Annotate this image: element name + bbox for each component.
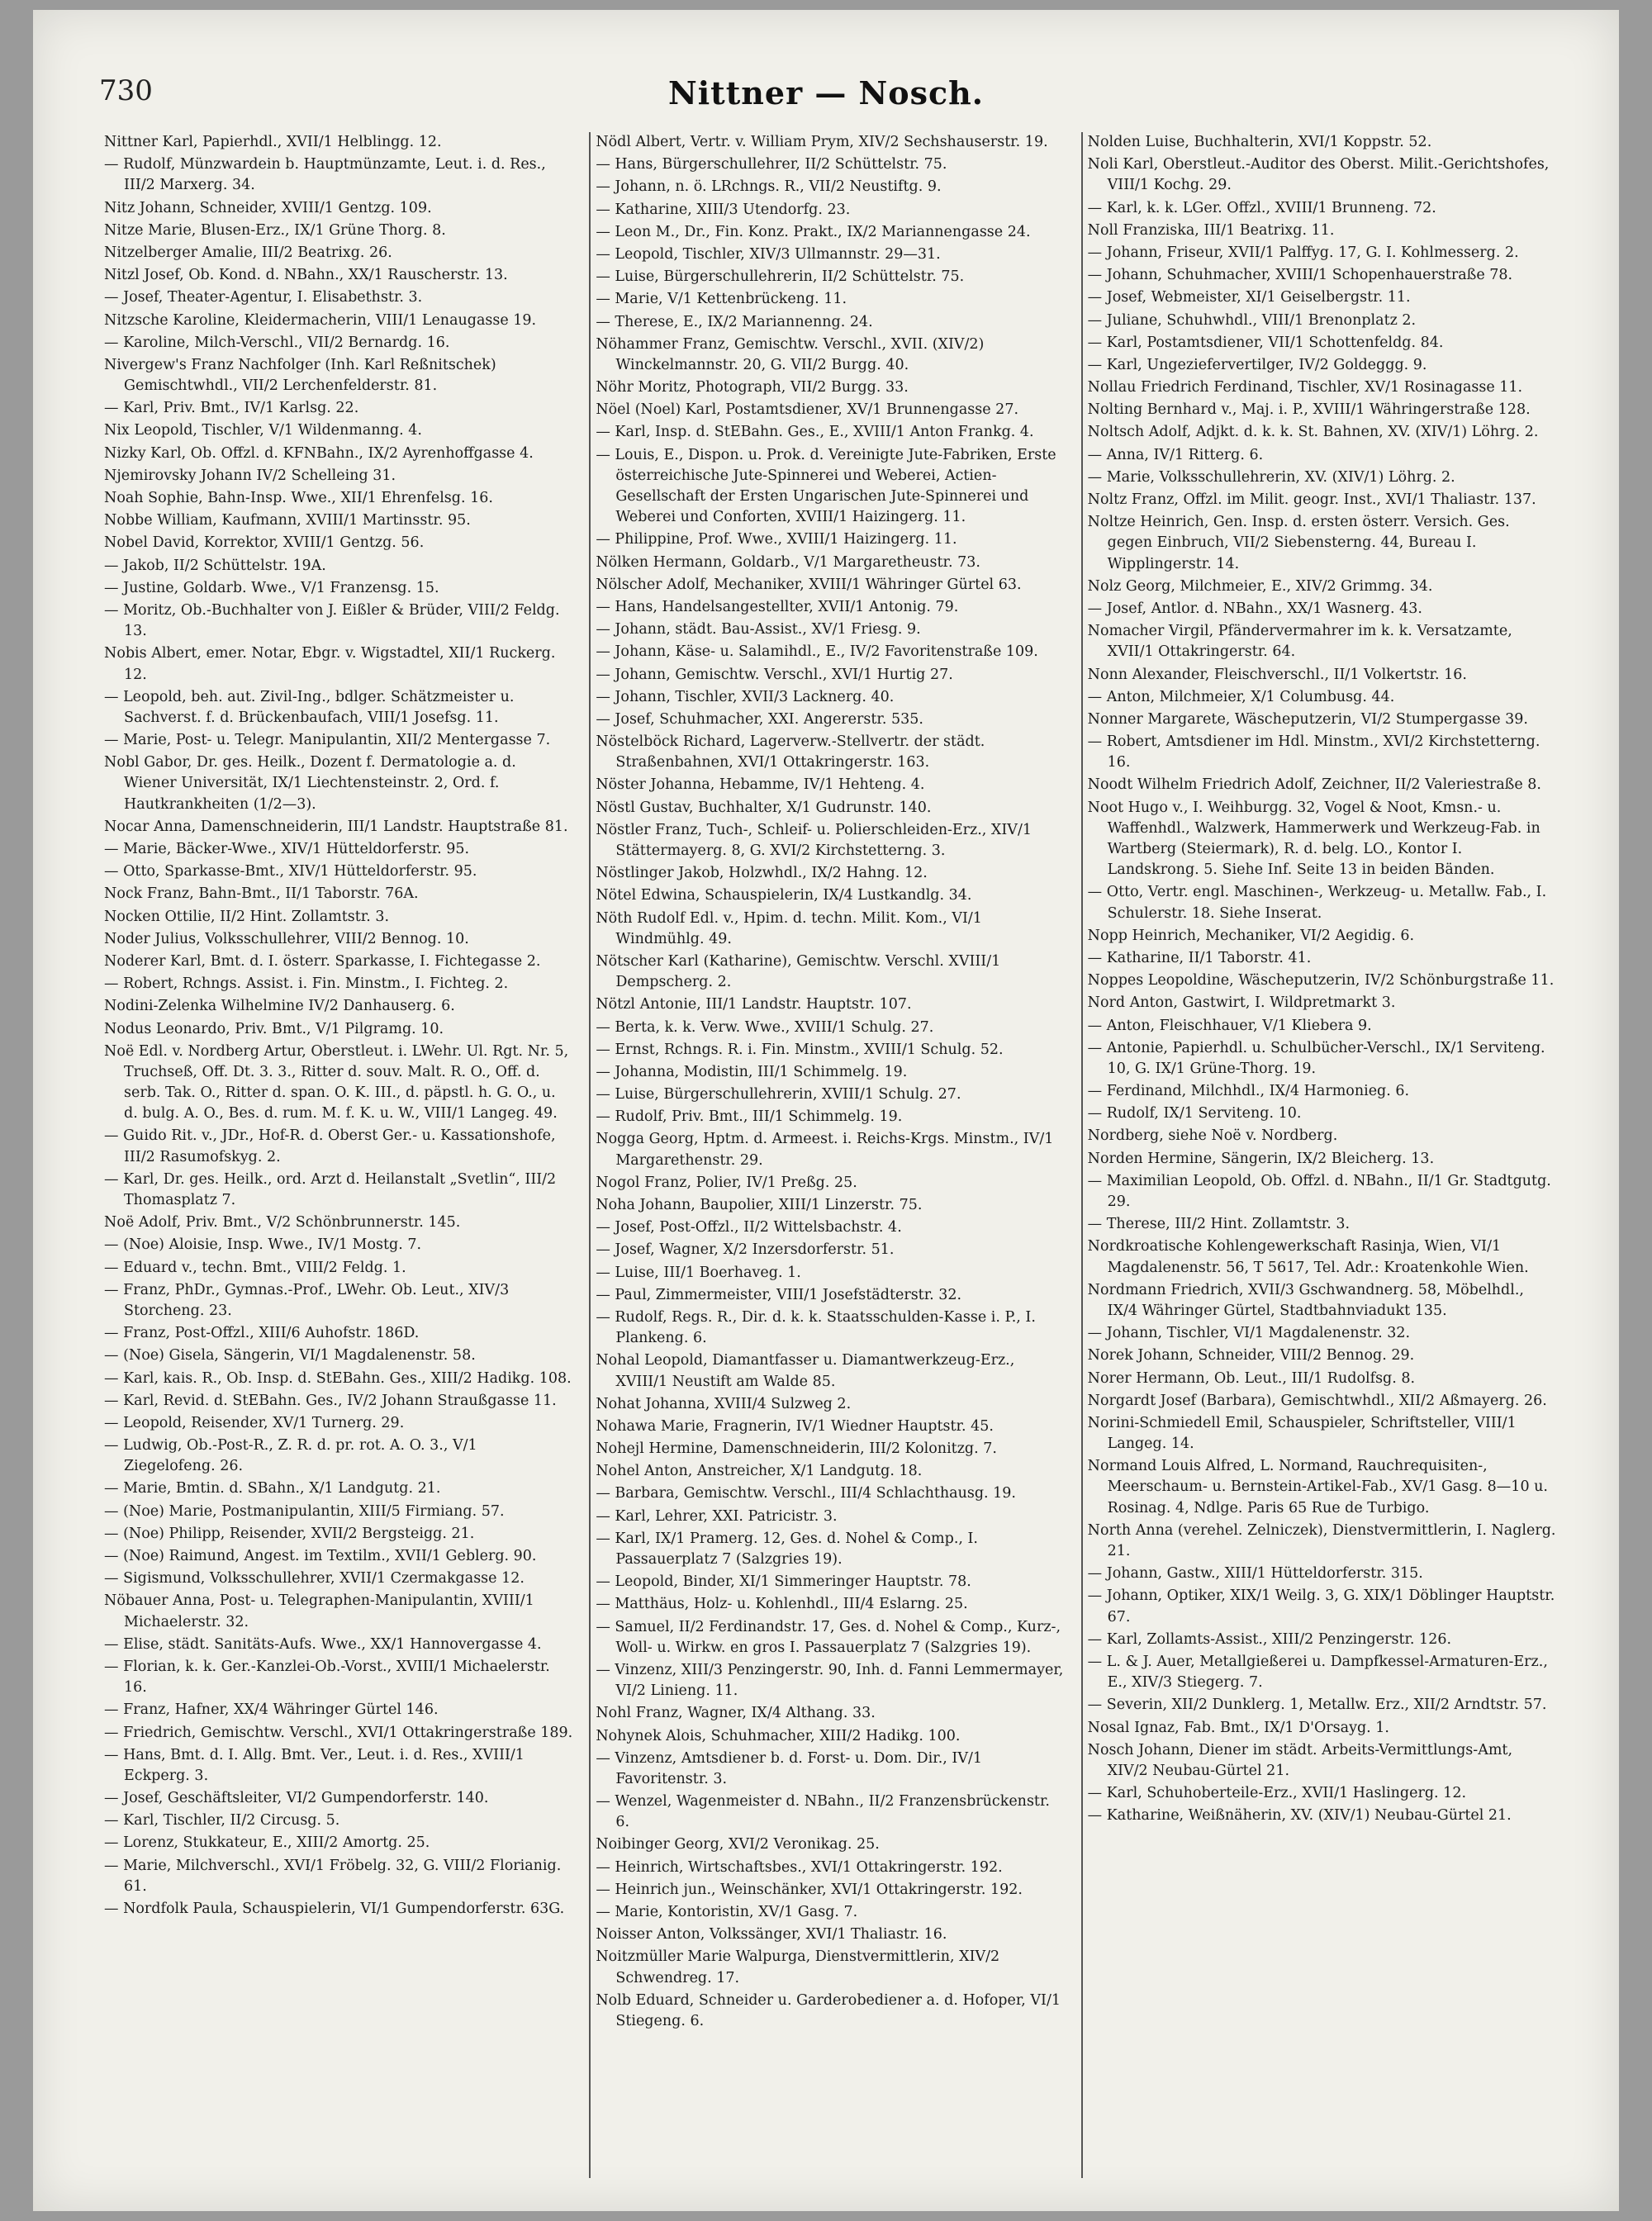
directory-entry: — Ludwig, Ob.-Post-R., Z. R. d. pr. rot. A. O. 3., V/1 Ziegelofeng. 26.	[104, 1437, 477, 1475]
page-header	[33, 74, 1619, 124]
directory-entry: — Robert, Rchngs. Assist. i. Fin. Minstm., I. Fichteg. 2.	[104, 975, 509, 993]
directory-entry: — Josef, Post-Offzl., II/2 Wittelsbachstr. 4.	[596, 1219, 902, 1236]
directory-entry: Noibinger Georg, XVI/2 Veronikag. 25.	[596, 1836, 880, 1853]
directory-entry: — Josef, Antlor. d. NBahn., XX/1 Wasnerg. 43.	[1087, 600, 1422, 617]
directory-entry: Nollau Friedrich Ferdinand, Tischler, XV/1 Rosinagasse 11.	[1087, 379, 1523, 396]
directory-entry: Nöhammer Franz, Gemischtw. Verschl., XVII. (XIV/2) Winckelmannstr. 20, G. VII/2 Burgg. 40.	[596, 335, 985, 373]
directory-entry: Nogol Franz, Polier, IV/1 Preßg. 25.	[596, 1174, 857, 1191]
directory-entry: — Berta, k. k. Verw. Wwe., XVIII/1 Schulg. 27.	[596, 1018, 934, 1036]
directory-entry: — Katharine, Weißnäherin, XV. (XIV/1) Neubau-Gürtel 21.	[1087, 1807, 1512, 1825]
directory-entry: Noppes Leopoldine, Wäscheputzerin, IV/2 Schönburgstraße 11.	[1087, 972, 1555, 989]
directory-entry: — Karl, Revid. d. StEBahn. Ges., IV/2 Johann Straußgasse 11.	[104, 1392, 557, 1409]
directory-entry: — Hans, Bürgerschullehrer, II/2 Schüttelstr. 75.	[596, 156, 947, 173]
directory-entry: Nöstler Franz, Tuch-, Schleif- u. Polierschleiden-Erz., XIV/1 Stättermayerg. 8, G. XVI/2 Kirchstetterng. 3.	[596, 821, 1032, 859]
directory-entry: Nohejl Hermine, Damenschneiderin, III/2 Kolonitzg. 7.	[596, 1440, 997, 1458]
directory-entry: Nitzelberger Amalie, III/2 Beatrixg. 26.	[104, 244, 392, 261]
directory-entry: Nosal Ignaz, Fab. Bmt., IX/1 D'Orsayg. 1.	[1087, 1719, 1389, 1736]
directory-entry: — Johann, Optiker, XIX/1 Weilg. 3, G. XIX/1 Döblinger Hauptstr. 67.	[1087, 1587, 1555, 1625]
directory-entry: Noisser Anton, Volkssänger, XVI/1 Thaliastr. 16.	[596, 1926, 947, 1943]
directory-entry: — Eduard v., techn. Bmt., VIII/2 Feldg. 1.	[104, 1259, 406, 1276]
directory-entry: — Ferdinand, Milchhdl., IX/4 Harmonieg. 6.	[1087, 1083, 1410, 1100]
directory-entry: — Matthäus, Holz- u. Kohlenhdl., III/4 Eslarng. 25.	[596, 1596, 968, 1613]
directory-entry: Nogga Georg, Hptm. d. Armeest. i. Reichs-Krgs. Minstm., IV/1 Margarethenstr. 29.	[596, 1131, 1054, 1169]
directory-entry: — Rudolf, IX/1 Serviteng. 10.	[1087, 1105, 1302, 1122]
directory-entry: — (Noe) Aloisie, Insp. Wwe., IV/1 Mostg. 7.	[104, 1236, 422, 1254]
directory-entry: — Samuel, II/2 Ferdinandstr. 17, Ges. d. Nohel & Comp., Kurz-, Woll- u. Wirkw. en gros I. Passauerplatz 7 (Salzgries 19).	[596, 1618, 1061, 1656]
directory-entry: — Leopold, Binder, XI/1 Simmeringer Hauptstr. 78.	[596, 1573, 971, 1591]
directory-entry: — Josef, Theater-Agentur, I. Elisabethstr. 3.	[104, 289, 423, 306]
directory-entry: — Josef, Schuhmacher, XXI. Angererstr. 535.	[596, 710, 923, 728]
directory-entry: — Nordfolk Paula, Schauspielerin, VI/1 Gumpendorferstr. 63G.	[104, 1901, 565, 1917]
directory-entry: — Maximilian Leopold, Ob. Offzl. d. NBahn., II/1 Gr. Stadtgutg. 29.	[1087, 1172, 1551, 1210]
directory-entry: Nodini-Zelenka Wilhelmine IV/2 Danhauserg. 6.	[104, 998, 455, 1015]
directory-entry: — Severin, XII/2 Dunklerg. 1, Metallw. Erz., XII/2 Arndtstr. 57.	[1087, 1697, 1547, 1714]
directory-entry: Nötel Edwina, Schauspielerin, IX/4 Lustkandlg. 34.	[596, 887, 972, 904]
directory-entry: Nizky Karl, Ob. Offzl. d. KFNBahn., IX/2 Ayrenhoffgasse 4.	[104, 444, 534, 462]
directory-entry: — Karl, Lehrer, XXI. Patricistr. 3.	[596, 1507, 838, 1525]
directory-entry: — Karl, Postamtsdiener, VII/1 Schottenfeldg. 84.	[1087, 334, 1444, 351]
directory-entry: — Guido Rit. v., JDr., Hof-R. d. Oberst Ger.- u. Kassationshofe, III/2 Rasumofskyg. 2.	[104, 1127, 556, 1165]
directory-entry: Noltsch Adolf, Adjkt. d. k. k. St. Bahnen, XV. (XIV/1) Löhrg. 2.	[1087, 424, 1539, 441]
directory-entry: — Luise, Bürgerschullehrerin, II/2 Schüttelstr. 75.	[596, 268, 965, 286]
directory-entry: Nord Anton, Gastwirt, I. Wildpretmarkt 3.	[1087, 994, 1396, 1012]
directory-entry: — Otto, Sparkasse-Bmt., XIV/1 Hütteldorferstr. 95.	[104, 863, 477, 880]
directory-entry: — Josef, Webmeister, XI/1 Geiselbergstr. 11.	[1087, 289, 1411, 306]
directory-entry: Noah Sophie, Bahn-Insp. Wwe., XII/1 Ehrenfelsg. 16.	[104, 490, 493, 506]
directory-entry: Norgardt Josef (Barbara), Gemischtwhdl., XII/2 Aßmayerg. 26.	[1087, 1392, 1547, 1409]
directory-entry: Nopp Heinrich, Mechaniker, VI/2 Aegidig. 6.	[1087, 927, 1415, 944]
directory-entry: Nomacher Virgil, Pfändervermahrer im k. k. Versatzamte, XVII/1 Ottakringerstr. 64.	[1087, 623, 1512, 661]
directory-entry: — Johann, städt. Bau-Assist., XV/1 Friesg. 9.	[596, 621, 921, 638]
directory-entry: Nöstlinger Jakob, Holzwhdl., IX/2 Hahng. 12.	[596, 865, 928, 882]
directory-entry: — Karl, Priv. Bmt., IV/1 Karlsg. 22.	[104, 400, 359, 417]
directory-entry: Nonner Margarete, Wäscheputzerin, VI/2 Stumpergasse 39.	[1087, 710, 1528, 728]
directory-entry: Noll Franziska, III/1 Beatrixg. 11.	[1087, 221, 1335, 239]
directory-entry: Nocar Anna, Damenschneiderin, III/1 Landstr. Hauptstraße 81.	[104, 818, 568, 835]
directory-entry: — Karl, IX/1 Pramerg. 12, Ges. d. Nohel & Comp., I. Passauerplatz 7 (Salzgries 19).	[596, 1530, 978, 1568]
directory-entry: — Therese, III/2 Hint. Zollamtstr. 3.	[1087, 1216, 1351, 1233]
directory-entry: — Franz, Post-Offzl., XIII/6 Auhofstr. 186D.	[104, 1325, 420, 1342]
directory-entry: — Karl, Ungeziefervertilger, IV/2 Goldeggg. 9.	[1087, 356, 1427, 373]
column-2	[589, 132, 1069, 2178]
directory-entry: Nitze Marie, Blusen-Erz., IX/1 Grüne Thorg. 8.	[104, 221, 446, 239]
directory-entry: — Justine, Goldarb. Wwe., V/1 Franzensg. 15.	[104, 579, 439, 596]
directory-entry: Nöstelböck Richard, Lagerverw.-Stellvertr. der städt. Straßenbahnen, XVI/1 Ottakringerstr. 163.	[596, 733, 985, 771]
directory-entry: — (Noe) Philipp, Reisender, XVII/2 Bergsteigg. 21.	[104, 1525, 475, 1542]
directory-entry: — Florian, k. k. Ger.-Kanzlei-Ob.-Vorst., XVIII/1 Michaelerstr. 16.	[104, 1658, 550, 1697]
directory-entry: Nobis Albert, emer. Notar, Ebgr. v. Wigstadtel, XII/1 Ruckerg. 12.	[104, 645, 556, 683]
directory-entry: — Franz, PhDr., Gymnas.-Prof., LWehr. Ob. Leut., XIV/3 Storcheng. 23.	[104, 1281, 510, 1319]
directory-entry: — Johann, Schuhmacher, XVIII/1 Schopenhauerstraße 78.	[1087, 267, 1513, 284]
directory-entry: — Philippine, Prof. Wwe., XVIII/1 Haizingerg. 11.	[596, 531, 957, 548]
directory-entry: Nobel David, Korrektor, XVIII/1 Gentzg. 56.	[104, 534, 425, 552]
directory-entry: — Ernst, Rchngs. R. i. Fin. Minstm., XVIII/1 Schulg. 52.	[596, 1041, 1004, 1058]
directory-entry: — Hans, Bmt. d. I. Allg. Bmt. Ver., Leut. i. d. Res., XVIII/1 Eckperg. 3.	[104, 1746, 525, 1784]
directory-entry: Nohat Johanna, XVIII/4 Sulzweg 2.	[596, 1395, 852, 1412]
directory-page	[33, 10, 1619, 2211]
directory-entry: Nordberg, siehe Noë v. Nordberg.	[1087, 1127, 1338, 1145]
directory-entry: Nobl Gabor, Dr. ges. Heilk., Dozent f. Dermatologie a. d. Wiener Universität, IX/1 Liechtensteinstr. 2, Ord. f. Hautkrankheiten (1/2—3).	[104, 754, 516, 813]
directory-entry: — Marie, Bäcker-Wwe., XIV/1 Hütteldorferstr. 95.	[104, 841, 470, 857]
directory-entry: — Rudolf, Münzwardein b. Hauptmünzamte, Leut. i. d. Res., III/2 Marxerg. 34.	[104, 156, 546, 194]
directory-entry: — Luise, III/1 Boerhaveg. 1.	[596, 1264, 801, 1281]
directory-entry: Nitz Johann, Schneider, XVIII/1 Gentzg. 109.	[104, 199, 432, 216]
directory-entry: Nölken Hermann, Goldarb., V/1 Margaretheustr. 73.	[596, 553, 980, 571]
directory-entry: Nolden Luise, Buchhalterin, XVI/1 Koppstr. 52.	[1087, 134, 1432, 150]
directory-entry: Nötscher Karl (Katharine), Gemischtw. Verschl. XVIII/1 Dempscherg. 2.	[596, 952, 1001, 991]
directory-entry: Nix Leopold, Tischler, V/1 Wildenmanng. 4.	[104, 422, 422, 439]
directory-entry: Noot Hugo v., I. Weihburgg. 32, Vogel & Noot, Kmsn.- u. Waffenhdl., Walzwerk, Hammerwerk und Werkzeug-Fab. in Wartberg (Steiermark), R. d. belg. LO., Kontor I. Landskrong. 5. Siehe Inf. Seite 13 in beiden Bänden.	[1087, 799, 1540, 879]
directory-entry: — Josef, Geschäftsleiter, VI/2 Gumpendorferstr. 140.	[104, 1790, 489, 1807]
directory-entry: — Sigismund, Volksschullehrer, XVII/1 Czermakgasse 12.	[104, 1570, 525, 1587]
directory-entry: — Barbara, Gemischtw. Verschl., III/4 Schlachthausg. 19.	[596, 1485, 1016, 1502]
directory-entry: Noha Johann, Baupolier, XIII/1 Linzerstr. 75.	[596, 1197, 923, 1213]
directory-entry: Nitzsche Karoline, Kleidermacherin, VIII/1 Lenaugasse 19.	[104, 311, 537, 329]
directory-entry: — Otto, Vertr. engl. Maschinen-, Werkzeug- u. Metallw. Fab., I. Schulerstr. 18. Siehe Inserat.	[1087, 884, 1547, 922]
directory-entry: Norini-Schmiedell Emil, Schauspieler, Schriftsteller, VIII/1 Langeg. 14.	[1087, 1414, 1517, 1453]
running-head: Nittner — Nosch.	[667, 74, 985, 112]
directory-entry: Nöhr Moritz, Photograph, VII/2 Burgg. 33.	[596, 379, 909, 396]
directory-entry: — Karl, Dr. ges. Heilk., ord. Arzt d. Heilanstalt „Svetlin“, III/2 Thomasplatz 7.	[104, 1170, 557, 1208]
directory-entry: — Johann, Käse- u. Salamihdl., E., IV/2 Favoritenstraße 109.	[596, 643, 1038, 661]
directory-entry: Nordmann Friedrich, XVII/3 Gschwandnerg. 58, Möbelhdl., IX/4 Währinger Gürtel, Stadtbahnviadukt 135.	[1087, 1281, 1524, 1319]
directory-entry: Nohynek Alois, Schuhmacher, XIII/2 Hadikg. 100.	[596, 1727, 961, 1744]
directory-entry: — Karl, kais. R., Ob. Insp. d. StEBahn. Ges., XIII/2 Hadikg. 108.	[104, 1369, 572, 1387]
directory-entry: Nöster Johanna, Hebamme, IV/1 Hehteng. 4.	[596, 776, 925, 794]
directory-entry: Norek Johann, Schneider, VIII/2 Bennog. 29.	[1087, 1347, 1415, 1364]
directory-entry: Nötzl Antonie, III/1 Landstr. Hauptstr. 107.	[596, 996, 912, 1013]
directory-entry: Noë Adolf, Priv. Bmt., V/2 Schönbrunnerstr. 145.	[104, 1214, 461, 1232]
directory-entry: Nödl Albert, Vertr. v. William Prym, XIV/2 Sechshauserstr. 19.	[596, 134, 1048, 150]
directory-entry: Noitzmüller Marie Walpurga, Dienstvermittlerin, XIV/2 Schwendreg. 17.	[596, 1948, 1000, 1986]
directory-entry: Normand Louis Alfred, L. Normand, Rauchrequisiten-, Meerschaum- u. Bernstein-Artikel-Fab., XV/1 Gasg. 8—10 u. Rosinag. 4, Ndlge. Paris 65 Rue de Turbigo.	[1087, 1458, 1548, 1516]
entry-columns	[99, 132, 1561, 2178]
directory-entry: — Friedrich, Gemischtw. Verschl., XVI/1 Ottakringerstraße 189.	[104, 1724, 573, 1741]
directory-entry: — Wenzel, Wagenmeister d. NBahn., II/2 Franzensbrückenstr. 6.	[596, 1793, 1050, 1831]
directory-entry: — Karoline, Milch-Verschl., VII/2 Bernardg. 16.	[104, 334, 450, 351]
directory-entry: Noli Karl, Oberstleut.-Auditor des Oberst. Milit.-Gerichtshofes, VIII/1 Kochg. 29.	[1087, 156, 1550, 194]
directory-entry: — Johann, Tischler, VI/1 Magdalenenstr. 32.	[1087, 1325, 1411, 1342]
directory-entry: Nohl Franz, Wagner, IX/4 Althang. 33.	[596, 1705, 876, 1722]
directory-entry: Noderer Karl, Bmt. d. I. österr. Sparkasse, I. Fichtegasse 2.	[104, 952, 541, 970]
directory-entry: — Juliane, Schuhwhdl., VIII/1 Brenonplatz 2.	[1087, 311, 1417, 329]
directory-entry: Nöstl Gustav, Buchhalter, X/1 Gudrunstr. 140.	[596, 799, 932, 816]
directory-entry: — Franz, Hafner, XX/4 Währinger Gürtel 146.	[104, 1701, 439, 1719]
directory-entry: — Therese, E., IX/2 Mariannenng. 24.	[596, 313, 873, 330]
directory-entry: — Karl, k. k. LGer. Offzl., XVIII/1 Brunneng. 72.	[1087, 199, 1436, 216]
directory-entry: — Luise, Bürgerschullehrerin, XVIII/1 Schulg. 27.	[596, 1086, 961, 1103]
directory-entry: — Heinrich, Wirtschaftsbes., XVI/1 Ottakringerstr. 192.	[596, 1858, 1003, 1876]
directory-entry: Noodt Wilhelm Friedrich Adolf, Zeichner, II/2 Valeriestraße 8.	[1087, 776, 1541, 794]
directory-entry: — Leopold, beh. aut. Zivil-Ing., bdlger. Schätzmeister u. Sachverst. f. d. Brückenbaufach, VIII/1 Josefsg. 11.	[104, 688, 515, 726]
directory-entry: Noder Julius, Volksschullehrer, VIII/2 Bennog. 10.	[104, 930, 469, 947]
directory-entry: Noë Edl. v. Nordberg Artur, Oberstleut. i. LWehr. Ul. Rgt. Nr. 5, Truchseß, Off. Dt. 3. 3., Ritter d. souv. Malt. R. O., Off. d. serb. Tak. O., Ritter d. span. O. K. III., d. päpstl. h. G. O., u. d. bulg. A. O., Bes. d. rum. M. f. K. u. W., VIII/1 Langeg. 49.	[104, 1042, 569, 1122]
directory-entry: Nordkroatische Kohlengewerkschaft Rasinja, Wien, VI/1 Magdalenenstr. 56, T 5617, Tel. Adr.: Kroatenkohle Wien.	[1087, 1238, 1529, 1276]
directory-entry: — Marie, V/1 Kettenbrückeng. 11.	[596, 291, 847, 308]
directory-entry: North Anna (verehel. Zelniczek), Dienstvermittlerin, I. Naglerg. 21.	[1087, 1521, 1556, 1559]
directory-entry: — Leon M., Dr., Fin. Konz. Prakt., IX/2 Mariannengasse 24.	[596, 223, 1031, 240]
directory-entry: — Johann, Friseur, XVII/1 Palffyg. 17, G. I. Kohlmesserg. 2.	[1087, 244, 1519, 261]
directory-entry: — Heinrich jun., Weinschänker, XVI/1 Ottakringerstr. 192.	[596, 1881, 1023, 1898]
directory-entry: — Hans, Handelsangestellter, XVII/1 Antonig. 79.	[596, 598, 959, 615]
directory-entry: Nobbe William, Kaufmann, XVIII/1 Martinsstr. 95.	[104, 512, 471, 529]
directory-entry: Nolb Eduard, Schneider u. Garderobediener a. d. Hofoper, VI/1 Stiegeng. 6.	[596, 1991, 1061, 2029]
directory-entry: — Marie, Bmtin. d. SBahn., X/1 Landgutg. 21.	[104, 1480, 441, 1497]
directory-entry: Nodus Leonardo, Priv. Bmt., V/1 Pilgramg. 10.	[104, 1020, 444, 1037]
directory-entry: — L. & J. Auer, Metallgießerei u. Dampfkessel-Armaturen-Erz., E., XIV/3 Stiegerg. 7.	[1087, 1653, 1548, 1692]
directory-entry: — Rudolf, Regs. R., Dir. d. k. k. Staatsschulden-Kasse i. P., I. Plankeng. 6.	[596, 1308, 1036, 1347]
directory-entry: Nöel (Noel) Karl, Postamtsdiener, XV/1 Brunnengasse 27.	[596, 401, 1019, 419]
directory-entry: — Vinzenz, XIII/3 Penzingerstr. 90, Inh. d. Fanni Lemmermayer, VI/2 Linieng. 11.	[596, 1661, 1064, 1700]
page-number: 730	[99, 74, 153, 107]
column-3	[1081, 132, 1561, 2178]
directory-entry: — Karl, Zollamts-Assist., XIII/2 Penzingerstr. 126.	[1087, 1630, 1452, 1648]
directory-entry: — Vinzenz, Amtsdiener b. d. Forst- u. Dom. Dir., IV/1 Favoritenstr. 3.	[596, 1749, 982, 1787]
directory-entry: Nölscher Adolf, Mechaniker, XVIII/1 Währinger Gürtel 63.	[596, 576, 1022, 593]
directory-entry: Nohal Leopold, Diamantfasser u. Diamantwerkzeug-Erz., XVIII/1 Neustift am Walde 85.	[596, 1352, 1015, 1390]
directory-entry: — (Noe) Raimund, Angest. im Textilm., XVII/1 Geblerg. 90.	[104, 1548, 537, 1564]
directory-entry: Nosch Johann, Diener im städt. Arbeits-Vermittlungs-Amt, XIV/2 Neubau-Gürtel 21.	[1087, 1741, 1513, 1779]
directory-entry: — Anna, IV/1 Ritterg. 6.	[1087, 446, 1264, 463]
directory-entry: Nitzl Josef, Ob. Kond. d. NBahn., XX/1 Rauscherstr. 13.	[104, 267, 508, 284]
directory-entry: Noltze Heinrich, Gen. Insp. d. ersten österr. Versich. Ges. gegen Einbruch, VII/2 Siebensterng. 44, Bureau I. Wipplingerstr. 14.	[1087, 514, 1510, 572]
directory-entry: — Rudolf, Priv. Bmt., III/1 Schimmelg. 19.	[596, 1108, 903, 1126]
directory-entry: — Karl, Schuhoberteile-Erz., XVII/1 Haslingerg. 12.	[1087, 1785, 1467, 1802]
directory-entry: — Moritz, Ob.-Buchhalter von J. Eißler & Brüder, VIII/2 Feldg. 13.	[104, 601, 560, 640]
directory-entry: Nocken Ottilie, II/2 Hint. Zollamtstr. 3.	[104, 908, 390, 925]
directory-entry: — Karl, Tischler, II/2 Circusg. 5.	[104, 1812, 340, 1829]
column-1	[99, 132, 577, 2178]
directory-entry: — Katharine, XIII/3 Utendorfg. 23.	[596, 201, 851, 218]
directory-entry: — Jakob, II/2 Schüttelstr. 19A.	[104, 557, 326, 574]
directory-entry: — Marie, Volksschullehrerin, XV. (XIV/1) Löhrg. 2.	[1087, 468, 1455, 486]
directory-entry: — Anton, Milchmeier, X/1 Columbusg. 44.	[1087, 688, 1395, 705]
directory-entry: — Paul, Zimmermeister, VIII/1 Josefstädterstr. 32.	[596, 1286, 962, 1303]
directory-entry: Nivergew's Franz Nachfolger (Inh. Karl Reßnitschek) Gemischtwhdl., VII/2 Lerchenfelderstr. 81.	[104, 356, 496, 395]
directory-entry: — Marie, Kontoristin, XV/1 Gasg. 7.	[596, 1904, 858, 1920]
directory-entry: Nolz Georg, Milchmeier, E., XIV/2 Grimmg. 34.	[1087, 577, 1433, 595]
directory-entry: — Leopold, Reisender, XV/1 Turnerg. 29.	[104, 1414, 405, 1431]
directory-entry: — Leopold, Tischler, XIV/3 Ullmannstr. 29—31.	[596, 245, 941, 263]
directory-entry: Nöbauer Anna, Post- u. Telegraphen-Manipulantin, XVIII/1 Michaelerstr. 32.	[104, 1592, 534, 1630]
directory-entry: — Lorenz, Stukkateur, E., XIII/2 Amortg. 25.	[104, 1834, 430, 1852]
directory-entry: — Johann, Gemischtw. Verschl., XVI/1 Hurtig 27.	[596, 666, 953, 683]
directory-entry: — Josef, Wagner, X/2 Inzersdorferstr. 51.	[596, 1241, 895, 1259]
directory-entry: — Johann, n. ö. LRchngs. R., VII/2 Neustiftg. 9.	[596, 178, 942, 196]
directory-entry: — Katharine, II/1 Taborstr. 41.	[1087, 949, 1312, 966]
directory-entry: — Marie, Post- u. Telegr. Manipulantin, XII/2 Mentergasse 7.	[104, 732, 551, 749]
directory-entry: — Anton, Fleischhauer, V/1 Kliebera 9.	[1087, 1017, 1372, 1034]
directory-entry: Nohel Anton, Anstreicher, X/1 Landgutg. 18.	[596, 1463, 923, 1480]
directory-entry: — Antonie, Papierhdl. u. Schulbücher-Verschl., IX/1 Serviteng. 10, G. IX/1 Grüne-Thorg. 19.	[1087, 1039, 1545, 1077]
directory-entry: — Karl, Insp. d. StEBahn. Ges., E., XVIII/1 Anton Frankg. 4.	[596, 424, 1034, 441]
directory-entry: Njemirovsky Johann IV/2 Schelleing 31.	[104, 467, 396, 484]
directory-entry: Nöth Rudolf Edl. v., Hpim. d. techn. Milit. Kom., VI/1 Windmühlg. 49.	[596, 909, 982, 947]
directory-entry: — (Noe) Marie, Postmanipulantin, XIII/5 Firmiang. 57.	[104, 1502, 505, 1520]
directory-entry: Nonn Alexander, Fleischverschl., II/1 Volkertstr. 16.	[1087, 666, 1467, 683]
directory-entry: Norden Hermine, Sängerin, IX/2 Bleicherg. 13.	[1087, 1150, 1435, 1167]
directory-entry: — (Noe) Gisela, Sängerin, VI/1 Magdalenenstr. 58.	[104, 1347, 476, 1364]
directory-entry: Nolting Bernhard v., Maj. i. P., XVIII/1 Währingerstraße 128.	[1087, 401, 1531, 419]
directory-entry: — Elise, städt. Sanitäts-Aufs. Wwe., XX/1 Hannovergasse 4.	[104, 1635, 542, 1653]
directory-entry: — Louis, E., Dispon. u. Prok. d. Vereinigte Jute-Fabriken, Erste österreichische Jute-Spinnerei und Weberei, Actien-Gesellschaft der Ersten Ungarischen Jute-Spinnerei und Weberei und Conforten, XVIII/1 Haizingerg. 11.	[596, 446, 1056, 526]
directory-entry: — Johann, Tischler, XVII/3 Lacknerg. 40.	[596, 688, 895, 705]
directory-entry: — Johanna, Modistin, III/1 Schimmelg. 19.	[596, 1063, 908, 1080]
directory-entry: — Johann, Gastw., XIII/1 Hütteldorferstr. 315.	[1087, 1565, 1423, 1583]
directory-entry: Nittner Karl, Papierhdl., XVII/1 Helblingg. 12.	[104, 134, 442, 150]
directory-entry: Norer Hermann, Ob. Leut., III/1 Rudolfsg. 8.	[1087, 1369, 1416, 1387]
directory-entry: Nohawa Marie, Fragnerin, IV/1 Wiedner Hauptstr. 45.	[596, 1417, 994, 1435]
directory-entry: — Robert, Amtsdiener im Hdl. Minstm., XVI/2 Kirchstetterng. 16.	[1087, 733, 1540, 771]
directory-entry: — Marie, Milchverschl., XVI/1 Fröbelg. 32, G. VIII/2 Florianig. 61.	[104, 1857, 562, 1895]
directory-entry: Nock Franz, Bahn-Bmt., II/1 Taborstr. 76A.	[104, 885, 419, 903]
directory-entry: Noltz Franz, Offzl. im Milit. geogr. Inst., XVI/1 Thaliastr. 137.	[1087, 491, 1536, 508]
